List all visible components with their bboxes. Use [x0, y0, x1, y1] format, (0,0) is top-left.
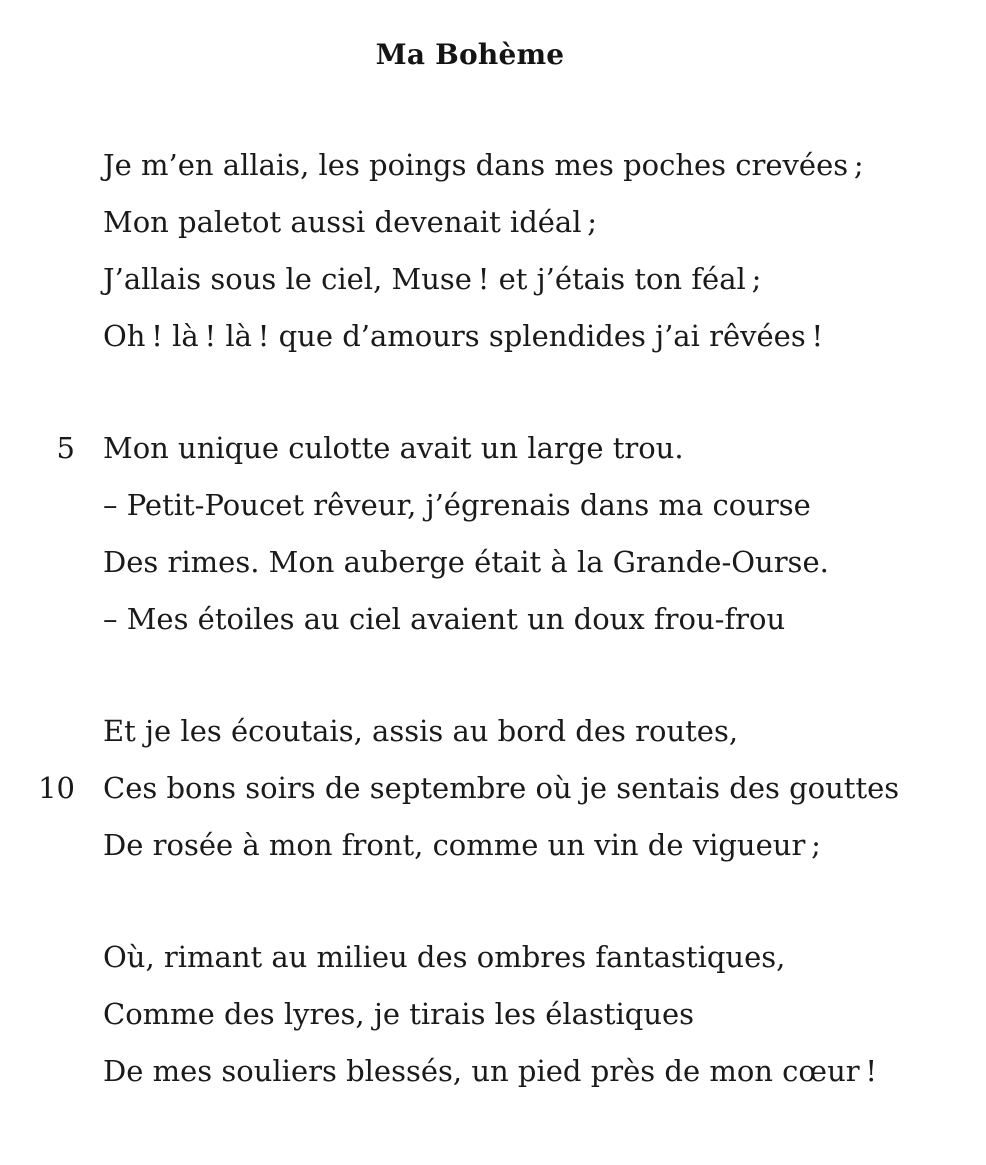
verse-text: – Mes étoiles au ciel avaient un doux frou-frou [103, 602, 786, 636]
verse-text: Et je les écoutais, assis au bord des routes, [103, 714, 739, 748]
verse-line [0, 1046, 986, 1103]
verse-line [0, 989, 986, 1046]
stanza [0, 140, 986, 368]
verse-line [0, 311, 986, 368]
verse-line [0, 537, 986, 594]
verse-text: Où, rimant au milieu des ombres fantastiques, [103, 940, 786, 974]
line-number: 10 [38, 771, 75, 805]
verse-line [0, 197, 986, 254]
verse-line [0, 932, 986, 989]
verse-text: Je m’en allais, les poings dans mes poches crevées ; [103, 148, 864, 182]
verse-text: Ces bons soirs de septembre où je sentais des gouttes [103, 771, 900, 805]
verse-line [0, 254, 986, 311]
verse-line [0, 820, 986, 877]
verse-text: Des rimes. Mon auberge était à la Grande-Ourse. [103, 545, 829, 579]
verse-text: – Petit-Poucet rêveur, j’égrenais dans ma course [103, 488, 811, 522]
verse-line [0, 140, 986, 197]
verse-text: De mes souliers blessés, un pied près de mon cœur ! [103, 1054, 878, 1088]
verse-line [0, 763, 986, 820]
verse-line [0, 423, 986, 480]
verse-text: Mon unique culotte avait un large trou. [103, 431, 684, 465]
page-title: Ma Bohème [375, 38, 565, 71]
verse-line [0, 706, 986, 763]
verse-line [0, 594, 986, 651]
stanza [0, 706, 986, 877]
line-number: 5 [56, 431, 75, 465]
verse-text: Oh ! là ! là ! que d’amours splendides j’ai rêvées ! [103, 319, 824, 353]
verse-text: Mon paletot aussi devenait idéal ; [103, 205, 598, 239]
poem-body [0, 140, 986, 1103]
verse-text: De rosée à mon front, comme un vin de vigueur ; [103, 828, 821, 862]
stanza [0, 423, 986, 651]
verse-text: J’allais sous le ciel, Muse ! et j’étais ton féal ; [103, 262, 762, 296]
verse-text: Comme des lyres, je tirais les élastiques [103, 997, 695, 1031]
stanza [0, 932, 986, 1103]
verse-line [0, 480, 986, 537]
